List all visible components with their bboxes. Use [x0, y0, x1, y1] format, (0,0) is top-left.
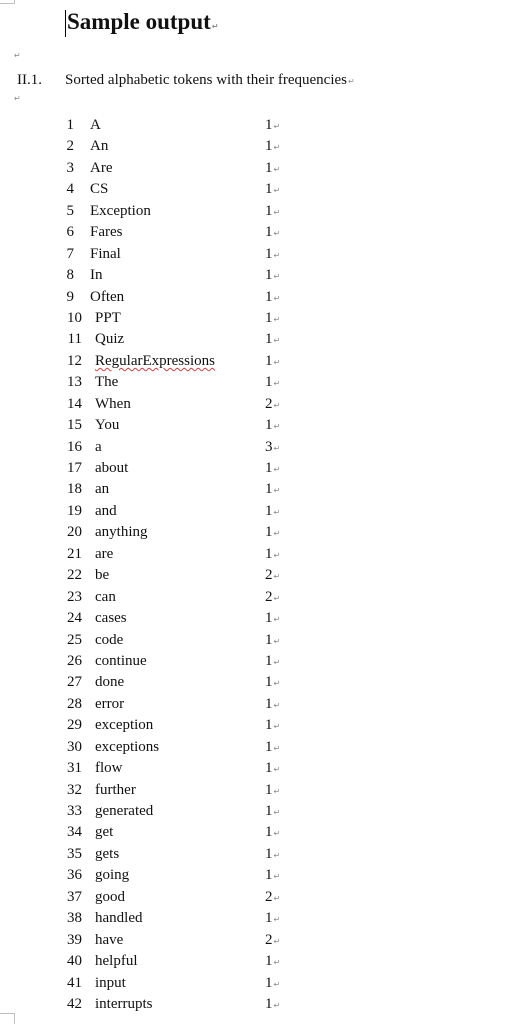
token-word: RegularExpressions — [95, 352, 215, 369]
list-item[interactable] — [0, 522, 511, 543]
list-item[interactable] — [0, 201, 511, 222]
token-frequency — [265, 265, 280, 287]
list-item[interactable] — [0, 630, 511, 651]
token-frequency — [265, 201, 280, 223]
paragraph-mark-icon: ↵ — [273, 893, 281, 903]
list-item[interactable] — [0, 437, 511, 458]
list-item[interactable] — [0, 308, 511, 329]
token-rank: 3 — [66, 159, 74, 176]
list-item[interactable] — [0, 887, 511, 908]
token-frequency — [265, 544, 280, 566]
paragraph-mark-icon: ↵ — [273, 679, 281, 689]
list-item[interactable] — [0, 651, 511, 672]
frequency-value: 1 — [265, 695, 273, 712]
frequency-value: 1 — [265, 867, 273, 884]
token-rank: 42 — [67, 995, 82, 1012]
token-frequency — [265, 287, 280, 309]
token-rank: 23 — [67, 588, 82, 605]
paragraph-mark-icon: ↵ — [273, 765, 281, 775]
frequency-value: 1 — [265, 159, 273, 176]
paragraph-mark-icon: ↵ — [273, 829, 281, 839]
frequency-value: 1 — [265, 953, 273, 970]
token-frequency-list — [0, 115, 511, 1015]
frequency-value: 1 — [265, 974, 273, 991]
paragraph-mark-icon: ↵ — [273, 400, 281, 410]
token-rank: 28 — [67, 695, 82, 712]
paragraph-mark-icon: ↵ — [211, 22, 219, 31]
frequency-value: 1 — [265, 481, 273, 498]
frequency-value: 1 — [265, 781, 273, 798]
token-rank: 15 — [67, 417, 82, 434]
frequency-value: 1 — [265, 760, 273, 777]
paragraph-mark-icon: ↵ — [273, 314, 281, 324]
token-rank: 38 — [67, 910, 82, 927]
token-frequency — [265, 715, 280, 737]
token-rank: 5 — [66, 202, 74, 219]
frequency-value: 1 — [265, 674, 273, 691]
token-frequency — [265, 351, 280, 373]
frequency-value: 1 — [265, 631, 273, 648]
list-item[interactable] — [0, 222, 511, 243]
paragraph-mark-icon: ↵ — [273, 422, 281, 432]
list-item[interactable] — [0, 694, 511, 715]
token-rank: 4 — [66, 181, 74, 198]
token-rank: 6 — [66, 224, 74, 241]
token-word: good — [95, 888, 125, 905]
token-frequency — [265, 415, 280, 437]
token-word: In — [90, 267, 103, 284]
frequency-value: 1 — [265, 717, 273, 734]
token-frequency — [265, 694, 280, 716]
list-item[interactable] — [0, 287, 511, 308]
token-frequency — [265, 158, 280, 180]
token-rank: 1 — [66, 117, 74, 133]
frequency-value: 1 — [265, 738, 273, 755]
paragraph-mark-icon: ↵ — [273, 272, 281, 282]
token-rank: 40 — [67, 953, 82, 970]
token-frequency — [265, 973, 280, 995]
token-word: Quiz — [95, 331, 125, 348]
frequency-value: 1 — [265, 502, 273, 519]
token-rank: 21 — [67, 545, 82, 562]
token-word: When — [95, 395, 131, 412]
frequency-value: 1 — [265, 824, 273, 841]
token-rank: 8 — [66, 267, 74, 284]
token-word: have — [95, 931, 124, 948]
token-frequency — [265, 587, 280, 609]
paragraph-mark-icon: ↵ — [273, 143, 281, 153]
section-number[interactable]: II.1. — [17, 72, 42, 88]
token-word: Are — [90, 159, 113, 176]
text-cursor — [65, 10, 66, 37]
token-frequency — [265, 115, 280, 137]
token-frequency — [265, 651, 280, 673]
token-word: input — [95, 974, 126, 991]
frequency-value: 1 — [265, 138, 273, 155]
paragraph-mark-icon: ↵ — [273, 529, 281, 539]
token-frequency — [265, 801, 280, 823]
list-item[interactable] — [0, 973, 511, 994]
token-frequency — [265, 672, 280, 694]
frequency-value: 1 — [265, 374, 273, 391]
list-item[interactable] — [0, 951, 511, 972]
token-rank: 29 — [67, 717, 82, 734]
crop-mark — [14, 0, 15, 4]
frequency-value: 3 — [265, 438, 273, 455]
token-rank: 22 — [67, 567, 82, 584]
token-frequency — [265, 908, 280, 930]
list-item[interactable] — [0, 737, 511, 758]
token-word: continue — [95, 652, 147, 669]
list-item[interactable] — [0, 780, 511, 801]
paragraph-mark-icon: ↵ — [273, 722, 281, 732]
frequency-value: 1 — [265, 245, 273, 262]
list-item[interactable] — [0, 179, 511, 200]
token-frequency — [265, 372, 280, 394]
token-frequency — [265, 737, 280, 759]
token-rank: 34 — [67, 824, 82, 841]
paragraph-mark-icon: ↵ — [273, 186, 281, 196]
paragraph-mark-icon: ↵ — [273, 872, 281, 882]
list-item[interactable] — [0, 458, 511, 479]
frequency-value: 1 — [265, 309, 273, 326]
paragraph-mark-icon: ↵ — [273, 507, 281, 517]
token-rank: 9 — [66, 288, 74, 305]
list-item[interactable] — [0, 415, 511, 436]
token-word: A — [90, 117, 101, 133]
token-rank: 36 — [67, 867, 82, 884]
token-rank: 35 — [67, 845, 82, 862]
paragraph-mark-icon: ↵ — [273, 850, 281, 860]
paragraph-mark-icon: ↵ — [273, 958, 281, 968]
frequency-value: 1 — [265, 652, 273, 669]
token-word: and — [95, 502, 117, 519]
token-frequency — [265, 437, 280, 459]
list-item[interactable] — [0, 908, 511, 929]
token-rank: 18 — [67, 481, 82, 498]
token-frequency — [265, 887, 280, 909]
frequency-value: 2 — [265, 931, 273, 948]
paragraph-mark-icon: ↵ — [273, 293, 281, 303]
token-rank: 14 — [67, 395, 82, 412]
list-item[interactable] — [0, 801, 511, 822]
paragraph-mark-icon: ↵ — [14, 51, 21, 60]
token-frequency — [265, 394, 280, 416]
paragraph-mark-icon: ↵ — [273, 572, 281, 582]
list-item[interactable] — [0, 479, 511, 500]
list-item[interactable] — [0, 715, 511, 736]
token-rank: 2 — [66, 138, 74, 155]
token-rank: 16 — [67, 438, 82, 455]
paragraph-mark-icon: ↵ — [273, 915, 281, 925]
frequency-value: 1 — [265, 181, 273, 198]
token-word: cases — [95, 610, 127, 627]
list-item[interactable] — [0, 265, 511, 286]
token-word: interrupts — [95, 995, 153, 1012]
crop-mark — [0, 3, 14, 4]
list-item[interactable] — [0, 351, 511, 372]
token-word: You — [95, 417, 120, 434]
token-word: can — [95, 588, 116, 605]
paragraph-mark-icon: ↵ — [273, 122, 281, 131]
token-word: CS — [90, 181, 109, 198]
list-item[interactable] — [0, 822, 511, 843]
list-item[interactable] — [0, 994, 511, 1015]
paragraph-mark-icon: ↵ — [273, 357, 281, 367]
paragraph-mark-icon: ↵ — [273, 593, 281, 603]
frequency-value: 1 — [265, 288, 273, 305]
token-frequency — [265, 780, 280, 802]
paragraph-mark-icon: ↵ — [273, 808, 281, 817]
paragraph-mark-icon: ↵ — [273, 250, 281, 260]
token-rank: 31 — [67, 760, 82, 777]
frequency-value: 1 — [265, 545, 273, 562]
document-title[interactable]: Sample output↵ — [67, 9, 219, 34]
frequency-value: 1 — [265, 845, 273, 862]
token-word: Fares — [90, 224, 123, 241]
token-rank: 30 — [67, 738, 82, 755]
paragraph-mark-icon: ↵ — [14, 94, 21, 103]
token-word: An — [90, 138, 109, 155]
token-word: flow — [95, 760, 123, 777]
frequency-value: 1 — [265, 331, 273, 348]
frequency-value: 1 — [265, 352, 273, 369]
token-word: done — [95, 674, 125, 691]
frequency-value: 1 — [265, 803, 273, 819]
frequency-value: 1 — [265, 117, 273, 133]
token-word: a — [95, 438, 102, 455]
paragraph-mark-icon: ↵ — [273, 550, 281, 560]
token-word: handled — [95, 910, 143, 927]
token-rank: 7 — [66, 245, 74, 262]
frequency-value: 1 — [265, 417, 273, 434]
paragraph-mark-icon: ↵ — [273, 207, 281, 217]
list-item[interactable] — [0, 565, 511, 586]
frequency-value: 2 — [265, 395, 273, 412]
paragraph-mark-icon: ↵ — [273, 786, 281, 796]
paragraph-mark-icon: ↵ — [273, 443, 281, 453]
token-rank: 25 — [67, 631, 82, 648]
token-word: generated — [95, 803, 154, 819]
token-rank: 24 — [67, 610, 82, 627]
token-frequency — [265, 758, 280, 780]
token-word: Final — [90, 245, 121, 262]
token-word: PPT — [95, 309, 121, 326]
token-rank: 19 — [67, 502, 82, 519]
token-frequency — [265, 522, 280, 544]
token-frequency — [265, 951, 280, 973]
frequency-value: 2 — [265, 588, 273, 605]
token-rank: 20 — [67, 524, 82, 541]
paragraph-mark-icon: ↵ — [273, 379, 281, 389]
paragraph-mark-icon: ↵ — [273, 636, 281, 646]
token-word: an — [95, 481, 110, 498]
token-word: anything — [95, 524, 148, 541]
list-item[interactable] — [0, 608, 511, 629]
token-frequency — [265, 501, 280, 523]
token-rank: 41 — [67, 974, 82, 991]
paragraph-mark-icon: ↵ — [273, 465, 281, 474]
token-rank: 37 — [67, 888, 82, 905]
frequency-value: 2 — [265, 888, 273, 905]
token-frequency — [265, 565, 280, 587]
token-word: Often — [90, 288, 125, 305]
token-word: are — [95, 545, 114, 562]
list-item[interactable] — [0, 329, 511, 350]
paragraph-mark-icon: ↵ — [273, 1000, 281, 1010]
paragraph-mark-icon: ↵ — [273, 164, 281, 174]
paragraph-mark-icon: ↵ — [273, 700, 281, 710]
token-word: be — [95, 567, 110, 584]
list-item[interactable] — [0, 158, 511, 179]
token-word: helpful — [95, 953, 138, 970]
token-word: further — [95, 781, 136, 798]
list-item[interactable] — [0, 501, 511, 522]
token-frequency — [265, 244, 280, 266]
list-item[interactable] — [0, 136, 511, 157]
section-title[interactable]: Sorted alphabetic tokens with their frequencies↵ — [65, 72, 355, 88]
list-item[interactable] — [0, 672, 511, 693]
token-frequency — [265, 329, 280, 351]
paragraph-mark-icon: ↵ — [273, 486, 281, 496]
token-rank: 33 — [67, 803, 82, 819]
token-word: exception — [95, 717, 154, 734]
token-frequency — [265, 865, 280, 887]
list-item[interactable] — [0, 930, 511, 951]
list-item[interactable] — [0, 244, 511, 265]
list-item[interactable] — [0, 865, 511, 886]
frequency-value: 2 — [265, 567, 273, 584]
token-frequency — [265, 930, 280, 952]
frequency-value: 1 — [265, 224, 273, 241]
token-frequency — [265, 844, 280, 866]
frequency-value: 1 — [265, 610, 273, 627]
frequency-value: 1 — [265, 460, 273, 476]
list-item[interactable] — [0, 544, 511, 565]
paragraph-mark-icon: ↵ — [273, 657, 281, 667]
token-rank: 39 — [67, 931, 82, 948]
token-frequency — [265, 179, 280, 201]
paragraph-mark-icon: ↵ — [273, 743, 281, 753]
list-item[interactable] — [0, 115, 511, 136]
token-word: about — [95, 460, 129, 476]
token-word: gets — [95, 845, 120, 862]
paragraph-mark-icon: ↵ — [273, 936, 281, 946]
frequency-value: 1 — [265, 910, 273, 927]
token-word: code — [95, 631, 124, 648]
token-rank: 32 — [67, 781, 82, 798]
token-frequency — [265, 222, 280, 244]
token-frequency — [265, 136, 280, 158]
token-frequency — [265, 630, 280, 652]
token-rank: 13 — [67, 374, 82, 391]
list-item[interactable] — [0, 587, 511, 608]
paragraph-mark-icon: ↵ — [273, 336, 281, 346]
token-word: The — [95, 374, 119, 391]
token-rank: 17 — [67, 460, 82, 476]
token-word: going — [95, 867, 130, 884]
token-rank: 11 — [67, 331, 82, 348]
token-word: exceptions — [95, 738, 160, 755]
token-word: get — [95, 824, 114, 841]
paragraph-mark-icon: ↵ — [273, 979, 281, 989]
paragraph-mark-icon: ↵ — [273, 229, 281, 239]
paragraph-mark-icon: ↵ — [273, 615, 281, 625]
token-rank: 10 — [67, 309, 82, 326]
frequency-value: 1 — [265, 524, 273, 541]
token-frequency — [265, 608, 280, 630]
list-item[interactable] — [0, 372, 511, 393]
token-rank: 12 — [67, 352, 82, 369]
token-frequency — [265, 479, 280, 501]
token-word: Exception — [90, 202, 151, 219]
list-item[interactable] — [0, 758, 511, 779]
paragraph-mark-icon: ↵ — [348, 77, 355, 86]
list-item[interactable] — [0, 844, 511, 865]
token-frequency — [265, 994, 280, 1016]
token-frequency — [265, 458, 280, 480]
token-rank: 27 — [67, 674, 82, 691]
list-item[interactable] — [0, 394, 511, 415]
token-frequency — [265, 822, 280, 844]
frequency-value: 1 — [265, 202, 273, 219]
frequency-value: 1 — [265, 995, 273, 1012]
token-rank: 26 — [67, 652, 82, 669]
token-frequency — [265, 308, 280, 330]
token-word: error — [95, 695, 125, 712]
frequency-value: 1 — [265, 267, 273, 284]
